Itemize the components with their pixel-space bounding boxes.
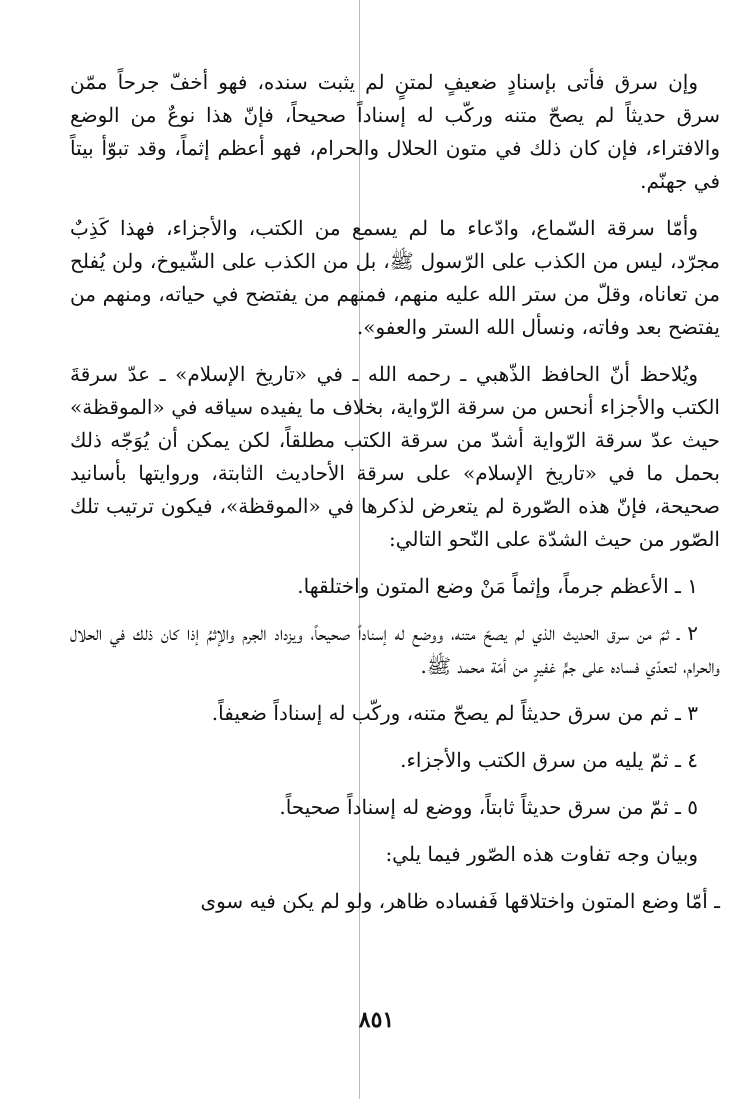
list-item-2: ٢ ـ ثمّ من سرق الحديث الذي لم يصحّ متنه، ووضع له إسناداً صحيحاً، ويزداد الجرم والإثمُ إذا كان ذلك في الحلال والحرام، لتعدّي فساده على جمٍّ غفيرٍ من أمّة محمد ﷺ. [70,621,720,678]
page-body [70,66,720,932]
page-number: ٨٥١ [358,1007,395,1033]
paragraph-forgery-severity: وإن سرق فأتى بإسنادٍ ضعيفٍ لمتنٍ لم يثبت سنده، فهو أخفّ جرحاً ممّن سرق حديثاً لم يصحّ متنه وركّب له إسناداً صحيحاً، فإنّ هذا نوعٌ من الوضع والافتراء، فإن كان ذلك في متون الحلال والحرام، فهو أعظم إثماً، وقد تبوّأ بيتاً في جهنّم. [70,70,720,193]
paragraph-audition-theft: وأمّا سرقة السّماع، وادّعاء ما لم يسمع من الكتب، والأجزاء، فهذا كَذِبٌ مجرّد، ليس من الكذب على الرّسول ﷺ، بل من الكذب على الشّيوخ، ولن يُفلح من تعاناه، وقلّ من ستر الله عليه منهم، فمنهم من يفتضح في حياته، ومنهم من يفتضح بعد وفاته، ونسأل الله الستر والعفو». [70,216,720,339]
list-item-4: ٤ ـ ثمّ يليه من سرق الكتب والأجزاء. [400,748,698,772]
list-item-3: ٣ ـ ثم من سرق حديثاً لم يصحّ متنه، وركّب له إسناداً ضعيفاً. [211,701,698,725]
last-line: ـ أمّا وضع المتون واختلاقها فَفساده ظاهر، ولو لم يكن فيه سوى [200,889,720,913]
paragraph-dhahabi-note: ويُلاحظ أنّ الحافظ الذّهبي ـ رحمه الله ـ في «تاريخ الإسلام» ـ عدّ سرقةَ الكتب والأجزاء أنحس من سرقة الرّواية، بخلاف ما يفيده سياقه في «الموقظة» حيث عدّ سرقة الرّواية أشدّ من سرقة الكتب مطلقاً، لكن يمكن أن يُوَجّه ذلك بحمل ما في «تاريخ الإسلام» على سرقة الأحاديث الثابتة، وروايتها بأسانيد صحيحة، فإنّ هذه الصّورة لم يتعرض لذكرها في «الموقظة»، فيكون ترتيب تلك الصّور من حيث الشدّة على النّحو التالي: [70,362,720,551]
list-item-1: ١ ـ الأعظم جرماً، وإثماً مَنْ وضع المتون واختلقها. [297,574,698,598]
list-item-5: ٥ ـ ثمّ من سرق حديثاً ثابتاً، ووضع له إسناداً صحيحاً. [279,795,698,819]
closing-line: وبيان وجه تفاوت هذه الصّور فيما يلي: [385,842,698,866]
